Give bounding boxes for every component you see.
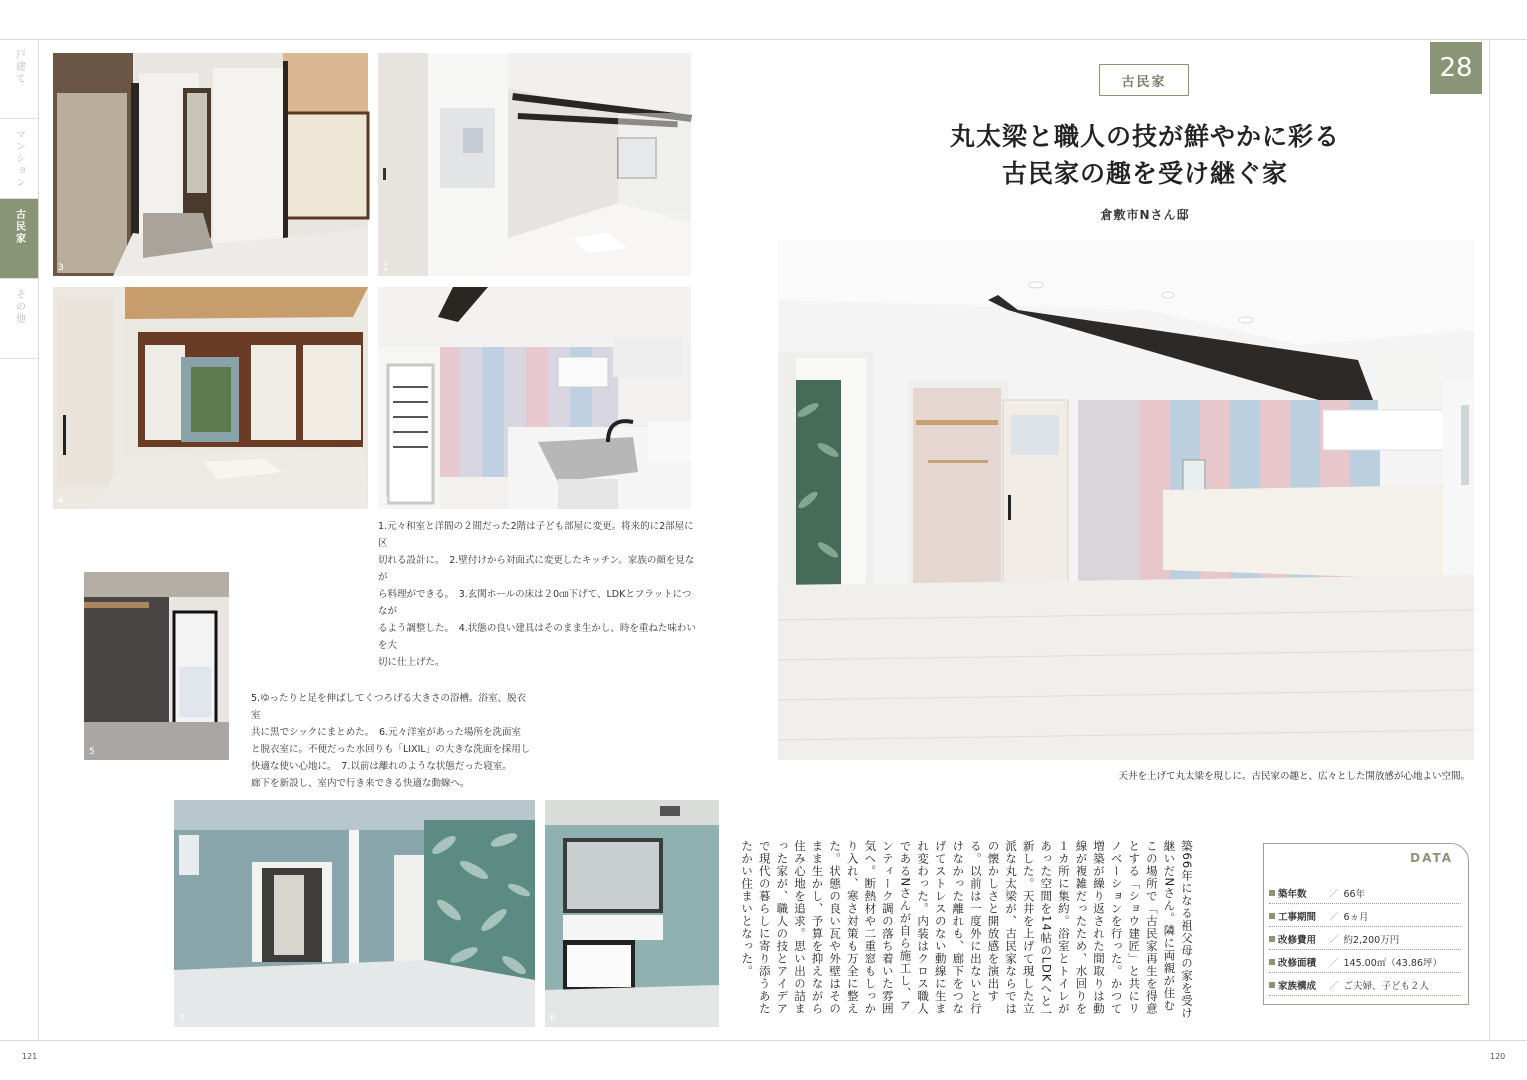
data-row: 築年数 ／ 66年 (1269, 883, 1461, 904)
article-number-badge: 28 (1430, 42, 1482, 94)
photo-7-bedroom (174, 800, 535, 1027)
data-row: 改修面積 ／ 145.00㎡（43.86坪） (1269, 952, 1461, 973)
category-label: 古民家 (1099, 64, 1189, 96)
photo-5-bathroom (84, 572, 229, 760)
divider-slash: ／ (1329, 935, 1339, 946)
article-body: 築66年になる祖父母の家を受け継いだNさん。隣に両親が住むこの場所で「古民家再生を得意とする「ショウ建匠」と共にリノベーションを行った。かつて増築が繰り返された間取りは動線が複雑だったため、水回りを１カ所に集約。浴室とトイレがあった空間を14帖のLDKへと一新した。天井を上げて現した立派な丸太梁が、古民家ならではの懐かしさと開放感を演出する。以前は一度外に出ないと行けなかった離れも、廊下をつなげてストレスのない動線に生まれ変わった。内装はクロス職人であるNさんが自ら施工し、アンティーク調の落ち着いた雰囲気へ。断熱材や二重窓もしっかり入れ、寒さ対策も万全に整えた。状態の良い瓦や外壁はそのまま生かし、予算を抑えながら住み心地を追求。思い出の詰まった家が、職人の技とアイデアで現代の暮らしに寄り添うあたたかい住まいとなった。 (740, 840, 1194, 1020)
page-title: 丸太梁と職人の技が鮮やかに彩る 古民家の趣を受け継ぐ家 (949, 122, 1340, 188)
photo-number: 3 (58, 263, 64, 273)
tab-kominka[interactable]: 古民家 (0, 199, 38, 279)
main-photo-ldk (778, 240, 1474, 760)
divider-slash: ／ (1329, 958, 1339, 969)
data-row: 工事期間 ／ 6ヵ月 (1269, 906, 1461, 927)
photo-1-kids-room (378, 53, 691, 276)
photo-number: 2 (383, 496, 389, 506)
data-row: 改修費用 ／ 約2,200万円 (1269, 929, 1461, 950)
data-label: DATA (1410, 851, 1453, 865)
tab-sonota[interactable]: その他 (0, 279, 38, 359)
data-box (1263, 843, 1469, 1005)
bullet-square-icon (1269, 913, 1275, 919)
bullet-square-icon (1269, 982, 1275, 988)
photo-caption-1-4: 1.元々和室と洋間の２間だった2階は子ども部屋に変更。将来的に2部屋に区 切れる設計に。 2.壁付けから対面式に変更したキッチン。家族の顔を見なが ら料理ができる。 3.玄関ホールの床は２0㎝下げて、LDKとフラットにつなが るよう調整した。 4.状態の良い建具はそのまま生かし、時を重ねた味わいを大 切に仕上げた。 (378, 521, 696, 668)
main-photo-caption: 天井を上げて丸太梁を現しに。古民家の趣と、広々とした開放感が心地よい空間。 (1118, 771, 1470, 782)
divider-slash: ／ (1329, 912, 1339, 923)
bullet-square-icon (1269, 890, 1275, 896)
left-rule (38, 39, 39, 1040)
right-rule (1489, 39, 1490, 1040)
bullet-square-icon (1269, 959, 1275, 965)
tab-kodate[interactable]: 戸建て (0, 39, 38, 119)
photo-3-entrance (53, 53, 368, 276)
photo-number: 1 (383, 263, 389, 273)
photo-number: 7 (179, 1014, 185, 1024)
divider-slash: ／ (1329, 981, 1339, 992)
bottom-rule (0, 1040, 1527, 1041)
divider-slash: ／ (1329, 889, 1339, 900)
photo-2-kitchen (378, 287, 691, 509)
photo-number: 5 (89, 747, 95, 757)
page-number-left: 121 (22, 1052, 38, 1061)
page-subtitle: 倉敷市Nさん邸 (1100, 208, 1190, 222)
page-number-right: 120 (1490, 1052, 1506, 1061)
top-rule (0, 39, 1527, 40)
photo-number: 4 (58, 496, 64, 506)
photo-caption-5-7: 5.ゆったりと足を伸ばしてくつろげる大きさの浴槽。浴室、脱衣室 共に黒でシックにまとめた。 6.元々洋室があった場所を洗面室 と脱衣室に。不便だった水回りも「LIXIL」の大きな洗面を採用し 快適な使い心地に。 7.以前は離れのような状態だった寝室。 廊下を新設し、室内で行き来できる快適な動線へ。 (251, 693, 531, 789)
bullet-square-icon (1269, 936, 1275, 942)
photo-number: 6 (550, 1014, 556, 1024)
data-row: 家族構成 ／ ご夫婦、子ども２人 (1269, 975, 1461, 996)
photo-6-washroom (545, 800, 719, 1027)
photo-4-tatami-room (53, 287, 368, 509)
tab-mansion[interactable]: マンション (0, 119, 38, 199)
